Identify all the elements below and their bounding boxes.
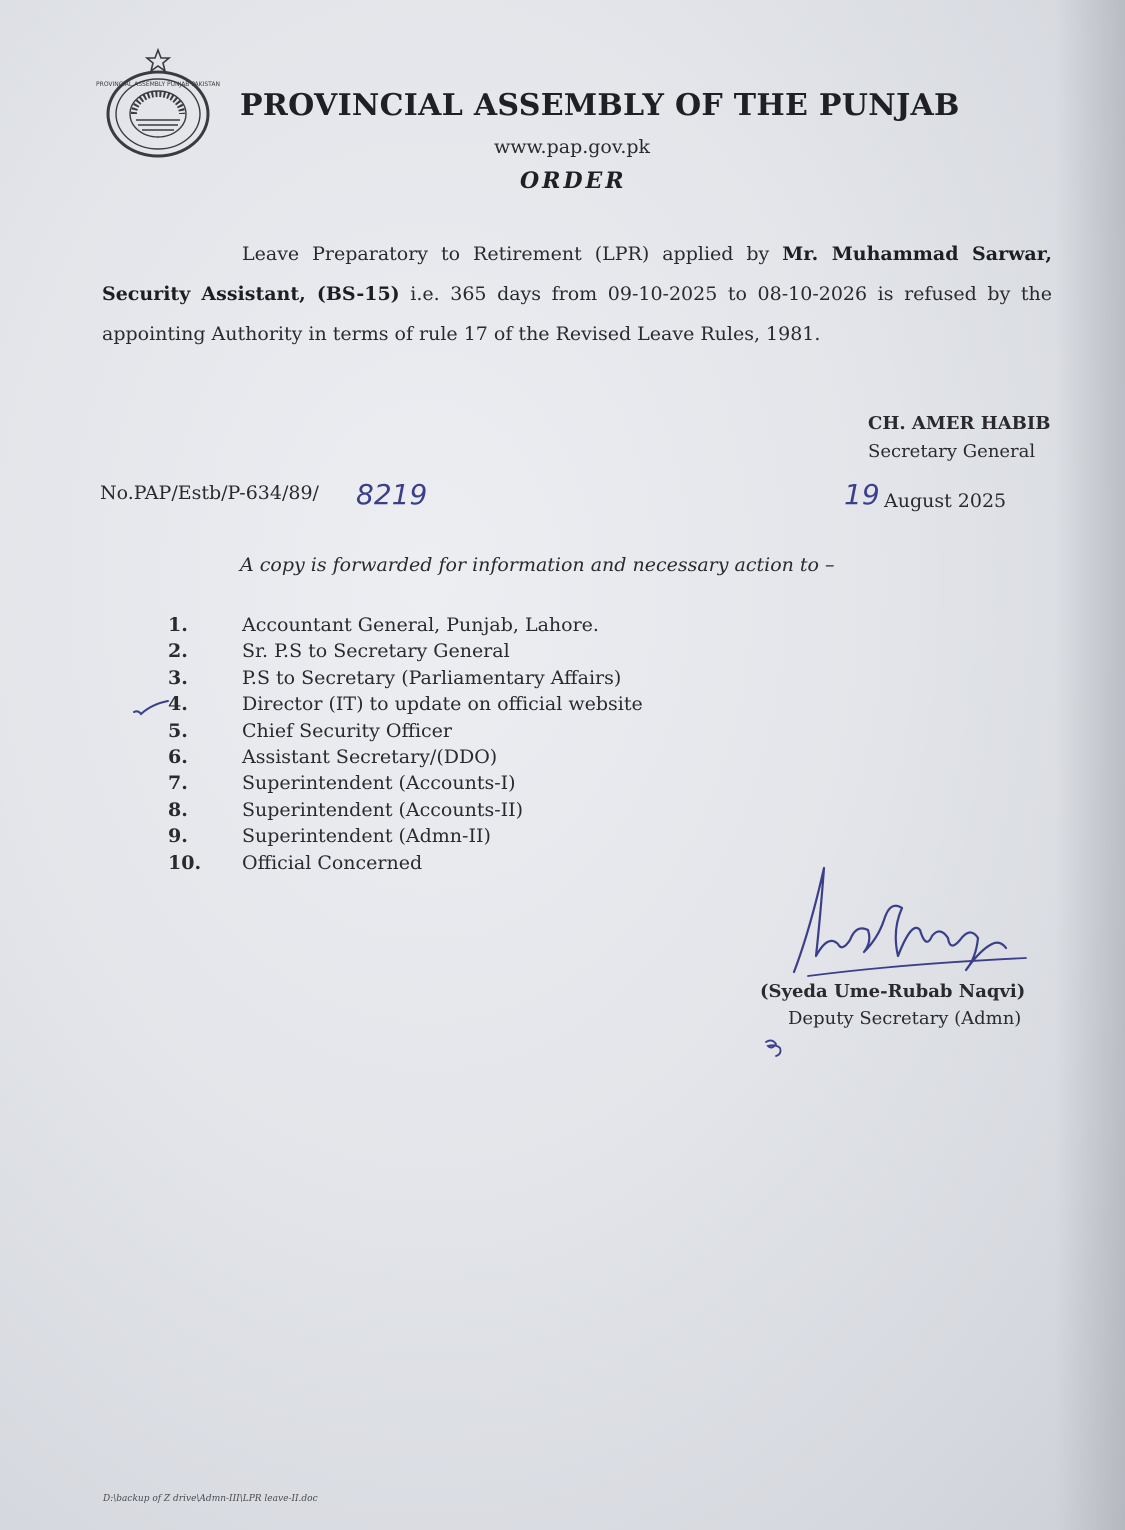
list-item-text: P.S to Secretary (Parliamentary Affairs) (242, 666, 622, 689)
distribution-list (168, 612, 643, 876)
list-item-number: 2. (168, 640, 188, 663)
secondary-signatory (760, 978, 1025, 1032)
forward-note: A copy is forwarded for information and necessary action to – (240, 554, 835, 576)
list-item-number: 8. (168, 798, 188, 821)
list-item-number: 4. (168, 693, 188, 716)
employee-name: Mr. Muhammad Sarwar, (782, 243, 1052, 265)
list-item-number: 7. (168, 772, 188, 795)
list-item-number: 5. (168, 719, 188, 742)
assembly-seal-logo (96, 48, 220, 160)
list-item (168, 612, 643, 638)
handwritten-initial (762, 1034, 798, 1058)
secondary-signatory-name: (Syeda Ume-Rubab Naqvi) (760, 981, 1026, 1002)
list-item-text: Superintendent (Admn-II) (242, 825, 491, 848)
list-item-number: 10. (168, 851, 202, 874)
list-item-text: Superintendent (Accounts-I) (242, 772, 516, 795)
primary-signatory-title: Secretary General (868, 441, 1036, 462)
list-item (168, 797, 643, 823)
list-item-number: 6. (168, 745, 188, 768)
list-item (168, 718, 643, 744)
file-path-footer: D:\backup of Z drive\Admn-III\LPR leave-II.doc (103, 1494, 318, 1504)
list-item (168, 850, 643, 876)
list-item-number: 3. (168, 666, 188, 689)
list-item (168, 638, 643, 664)
handwritten-day: 19 (844, 478, 880, 511)
primary-signatory (868, 410, 1051, 466)
order-details-text: i.e. 365 days from 09-10-2025 to 08-10-2026 is refused by the appointing Authority in terms of rule 17 of the Revised Leave Rules, 1981. (102, 283, 1053, 345)
handwritten-dispatch-number: 8219 (356, 478, 428, 511)
page-shadow (1055, 0, 1125, 1530)
list-item (168, 744, 643, 770)
list-item-text: Chief Security Officer (242, 719, 452, 742)
list-item-text: Sr. P.S to Secretary General (242, 640, 510, 663)
secondary-signatory-title: Deputy Secretary (Admn) (788, 1008, 1022, 1029)
list-item-text: Official Concerned (242, 851, 423, 874)
list-item (168, 823, 643, 849)
list-item-text: Assistant Secretary/(DDO) (242, 745, 498, 768)
page-title: PROVINCIAL ASSEMBLY OF THE PUNJAB (240, 88, 960, 123)
handwritten-signature (780, 860, 1040, 990)
list-item-text: Accountant General, Punjab, Lahore. (242, 614, 599, 636)
order-heading: ORDER (520, 168, 627, 194)
order-date: August 2025 (884, 490, 1007, 512)
list-item (168, 691, 643, 717)
checkmark-icon (132, 698, 172, 718)
employee-designation: Security Assistant, (BS-15) (102, 283, 400, 305)
primary-signatory-name: CH. AMER HABIB (868, 413, 1051, 434)
list-item-text: Director (IT) to update on official website (242, 693, 643, 716)
website-url: www.pap.gov.pk (494, 136, 651, 158)
list-item (168, 770, 643, 796)
reference-number: No.PAP/Estb/P-634/89/ (100, 482, 319, 504)
order-paragraph (102, 234, 1052, 354)
seal-lettering: PROVINCIAL ASSEMBLY PUNJAB PAKISTAN (96, 81, 220, 88)
list-item (168, 665, 643, 691)
order-lead-text: Leave Preparatory to Retirement (LPR) applied by (242, 243, 783, 265)
list-item-number: 1. (168, 614, 188, 636)
list-item-text: Superintendent (Accounts-II) (242, 798, 524, 821)
list-item-number: 9. (168, 825, 188, 848)
